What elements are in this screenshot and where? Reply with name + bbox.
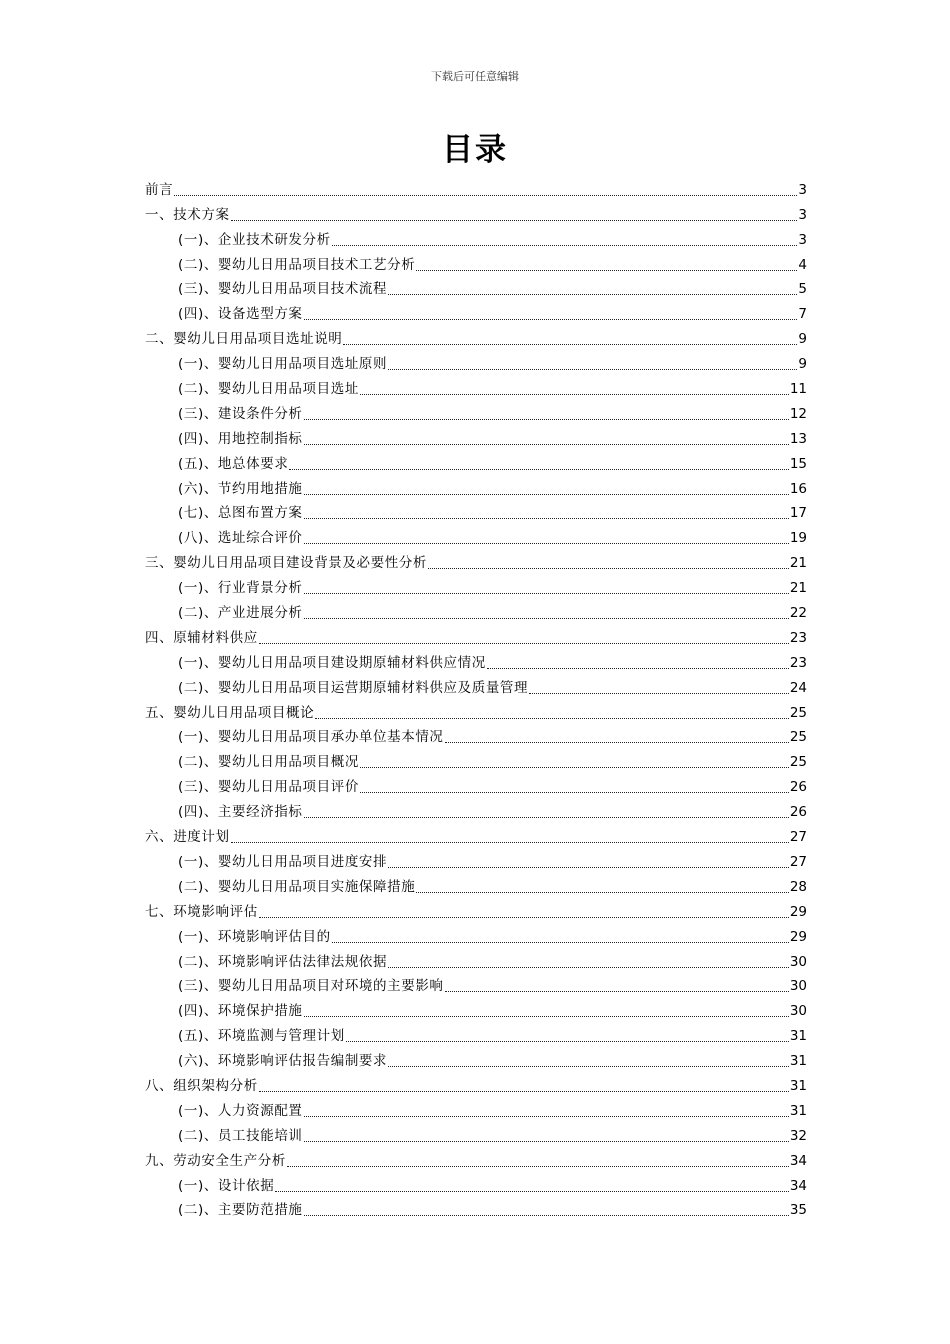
toc-entry[interactable] — [145, 174, 807, 199]
toc-entry-label: (一)、婴幼儿日用品项目建设期原辅材料供应情况 — [178, 654, 486, 671]
toc-entry-label: (五)、地总体要求 — [178, 455, 289, 472]
toc-entry-label: (一)、设计依据 — [178, 1177, 275, 1194]
toc-entry-label: (二)、婴幼儿日用品项目概况 — [178, 754, 359, 771]
toc-leader-dots — [304, 1116, 789, 1117]
toc-entry[interactable] — [145, 946, 807, 971]
toc-entry-label: (三)、婴幼儿日用品项目对环境的主要影响 — [178, 978, 444, 995]
toc-entry-page-number: 15 — [789, 455, 807, 472]
page-header: 下载后可任意编辑 — [431, 70, 519, 83]
table-of-contents — [145, 174, 807, 1219]
toc-entry-label: (三)、婴幼儿日用品项目评价 — [178, 779, 359, 796]
toc-entry[interactable] — [145, 697, 807, 722]
toc-entry[interactable] — [145, 1120, 807, 1145]
toc-leader-dots — [231, 842, 789, 843]
toc-leader-dots — [231, 220, 798, 221]
toc-entry-label: (二)、婴幼儿日用品项目实施保障措施 — [178, 878, 416, 895]
toc-entry-page-number: 31 — [789, 1028, 807, 1045]
toc-entry-page-number: 19 — [789, 530, 807, 547]
toc-entry[interactable] — [145, 1145, 807, 1170]
toc-entry-label: (七)、总图布置方案 — [178, 505, 303, 522]
toc-leader-dots — [487, 668, 789, 669]
toc-entry[interactable] — [145, 547, 807, 572]
toc-entry[interactable] — [145, 199, 807, 224]
toc-leader-dots — [304, 1016, 789, 1017]
toc-entry-label: (四)、环境保护措施 — [178, 1003, 303, 1020]
toc-entry[interactable] — [145, 298, 807, 323]
toc-entry-label: (二)、员工技能培训 — [178, 1127, 303, 1144]
toc-leader-dots — [445, 991, 789, 992]
toc-entry-page-number: 16 — [789, 480, 807, 497]
toc-leader-dots — [445, 742, 789, 743]
toc-entry-label: (一)、行业背景分析 — [178, 580, 303, 597]
toc-leader-dots — [289, 469, 788, 470]
toc-entry-label: (一)、环境影响评估目的 — [178, 928, 331, 945]
toc-leader-dots — [529, 693, 789, 694]
toc-entry[interactable] — [145, 821, 807, 846]
toc-leader-dots — [388, 294, 797, 295]
toc-entry-page-number: 21 — [789, 580, 807, 597]
toc-entry-page-number: 3 — [798, 206, 807, 223]
toc-leader-dots — [388, 369, 797, 370]
toc-entry-page-number: 27 — [789, 829, 807, 846]
toc-entry-label: (一)、人力资源配置 — [178, 1102, 303, 1119]
toc-entry-label: (二)、产业进展分析 — [178, 605, 303, 622]
toc-leader-dots — [360, 394, 789, 395]
toc-entry[interactable] — [145, 323, 807, 348]
toc-leader-dots — [388, 967, 789, 968]
toc-entry-page-number: 29 — [789, 928, 807, 945]
toc-entry-page-number: 23 — [789, 629, 807, 646]
toc-entry[interactable] — [145, 274, 807, 299]
toc-entry[interactable] — [145, 796, 807, 821]
toc-leader-dots — [416, 270, 797, 271]
toc-leader-dots — [304, 518, 789, 519]
toc-leader-dots — [343, 344, 797, 345]
toc-entry[interactable] — [145, 995, 807, 1020]
toc-entry-label: (四)、设备选型方案 — [178, 306, 303, 323]
toc-entry-label: (一)、婴幼儿日用品项目承办单位基本情况 — [178, 729, 444, 746]
toc-entry-page-number: 4 — [798, 256, 807, 273]
toc-entry-page-number: 5 — [798, 281, 807, 298]
toc-entry-label: (三)、建设条件分析 — [178, 405, 303, 422]
toc-entry-page-number: 26 — [789, 804, 807, 821]
toc-entry-page-number: 31 — [789, 1102, 807, 1119]
toc-entry-page-number: 32 — [789, 1127, 807, 1144]
toc-entry-label: 五、婴幼儿日用品项目概论 — [145, 704, 315, 721]
toc-entry-page-number: 34 — [789, 1152, 807, 1169]
toc-entry-page-number: 29 — [789, 903, 807, 920]
toc-title: 目录 — [442, 132, 508, 168]
toc-entry[interactable] — [145, 846, 807, 871]
toc-leader-dots — [304, 494, 789, 495]
toc-leader-dots — [332, 245, 798, 246]
toc-entry-page-number: 24 — [789, 679, 807, 696]
toc-entry[interactable] — [145, 1070, 807, 1095]
toc-entry-page-number: 35 — [789, 1202, 807, 1219]
toc-entry-label: (八)、选址综合评价 — [178, 530, 303, 547]
toc-leader-dots — [304, 1215, 789, 1216]
toc-entry-label: 二、婴幼儿日用品项目选址说明 — [145, 331, 343, 348]
toc-entry[interactable] — [145, 373, 807, 398]
toc-leader-dots — [304, 817, 789, 818]
toc-entry[interactable] — [145, 921, 807, 946]
toc-entry[interactable] — [145, 1170, 807, 1195]
toc-leader-dots — [275, 1191, 788, 1192]
toc-entry-page-number: 30 — [789, 978, 807, 995]
toc-entry-label: (二)、环境影响评估法律法规依据 — [178, 953, 388, 970]
toc-entry[interactable] — [145, 1020, 807, 1045]
toc-entry[interactable] — [145, 672, 807, 697]
toc-entry-page-number: 25 — [789, 729, 807, 746]
toc-leader-dots — [360, 767, 789, 768]
toc-entry-label: (五)、环境监测与管理计划 — [178, 1028, 345, 1045]
toc-entry-label: (二)、主要防范措施 — [178, 1202, 303, 1219]
toc-leader-dots — [304, 1141, 789, 1142]
toc-entry[interactable] — [145, 622, 807, 647]
toc-entry-label: (一)、企业技术研发分析 — [178, 231, 331, 248]
toc-entry-label: 四、原辅材料供应 — [145, 629, 258, 646]
toc-entry-label: (六)、环境影响评估报告编制要求 — [178, 1053, 388, 1070]
toc-entry-page-number: 27 — [789, 853, 807, 870]
toc-entry-page-number: 13 — [789, 430, 807, 447]
toc-entry-label: 八、组织架构分析 — [145, 1077, 258, 1094]
toc-entry[interactable] — [145, 448, 807, 473]
toc-entry-page-number: 3 — [798, 181, 807, 198]
toc-entry-page-number: 21 — [789, 555, 807, 572]
toc-entry-page-number: 3 — [798, 231, 807, 248]
toc-entry[interactable] — [145, 572, 807, 597]
toc-entry-page-number: 12 — [789, 405, 807, 422]
toc-entry-label: 三、婴幼儿日用品项目建设背景及必要性分析 — [145, 555, 427, 572]
toc-entry[interactable] — [145, 1095, 807, 1120]
toc-entry[interactable] — [145, 871, 807, 896]
toc-entry-label: (三)、婴幼儿日用品项目技术流程 — [178, 281, 388, 298]
toc-entry[interactable] — [145, 746, 807, 771]
toc-entry[interactable] — [145, 971, 807, 996]
toc-entry-page-number: 31 — [789, 1077, 807, 1094]
toc-entry-label: (二)、婴幼儿日用品项目运营期原辅材料供应及质量管理 — [178, 679, 529, 696]
toc-leader-dots — [304, 593, 789, 594]
toc-entry-label: (四)、用地控制指标 — [178, 430, 303, 447]
toc-entry[interactable] — [145, 896, 807, 921]
toc-leader-dots — [332, 942, 789, 943]
toc-leader-dots — [315, 718, 789, 719]
toc-entry-page-number: 23 — [789, 654, 807, 671]
toc-entry-page-number: 22 — [789, 605, 807, 622]
toc-leader-dots — [259, 1091, 789, 1092]
toc-entry[interactable] — [145, 771, 807, 796]
toc-entry[interactable] — [145, 224, 807, 249]
toc-entry[interactable] — [145, 647, 807, 672]
toc-entry-page-number: 34 — [789, 1177, 807, 1194]
toc-leader-dots — [388, 867, 789, 868]
toc-leader-dots — [304, 618, 789, 619]
toc-leader-dots — [360, 792, 789, 793]
toc-entry[interactable] — [145, 722, 807, 747]
toc-entry[interactable] — [145, 1045, 807, 1070]
toc-entry-page-number: 25 — [789, 754, 807, 771]
toc-entry-page-number: 26 — [789, 779, 807, 796]
toc-entry-label: (二)、婴幼儿日用品项目选址 — [178, 381, 359, 398]
toc-entry-label: 七、环境影响评估 — [145, 903, 258, 920]
toc-entry-label: (一)、婴幼儿日用品项目选址原则 — [178, 356, 388, 373]
toc-entry-page-number: 9 — [798, 356, 807, 373]
toc-entry[interactable] — [145, 249, 807, 274]
toc-leader-dots — [259, 917, 789, 918]
toc-entry[interactable] — [145, 522, 807, 547]
toc-entry-page-number: 25 — [789, 704, 807, 721]
toc-leader-dots — [304, 444, 789, 445]
toc-entry[interactable] — [145, 597, 807, 622]
toc-leader-dots — [346, 1041, 789, 1042]
toc-leader-dots — [259, 643, 789, 644]
toc-entry-page-number: 11 — [789, 381, 807, 398]
toc-entry-label: 一、技术方案 — [145, 206, 230, 223]
toc-entry-label: (二)、婴幼儿日用品项目技术工艺分析 — [178, 256, 416, 273]
toc-entry-page-number: 7 — [798, 306, 807, 323]
toc-entry[interactable] — [145, 1195, 807, 1220]
toc-entry-page-number: 30 — [789, 1003, 807, 1020]
toc-entry-page-number: 17 — [789, 505, 807, 522]
toc-leader-dots — [416, 892, 788, 893]
toc-leader-dots — [304, 319, 798, 320]
toc-entry[interactable] — [145, 348, 807, 373]
toc-leader-dots — [304, 419, 789, 420]
toc-leader-dots — [388, 1066, 789, 1067]
toc-entry[interactable] — [145, 498, 807, 523]
toc-entry[interactable] — [145, 423, 807, 448]
toc-leader-dots — [287, 1166, 789, 1167]
toc-entry-label: 六、进度计划 — [145, 829, 230, 846]
toc-entry[interactable] — [145, 473, 807, 498]
toc-entry-page-number: 30 — [789, 953, 807, 970]
toc-entry-page-number: 28 — [789, 878, 807, 895]
toc-entry-label: (四)、主要经济指标 — [178, 804, 303, 821]
toc-leader-dots — [428, 568, 789, 569]
toc-entry-label: (六)、节约用地措施 — [178, 480, 303, 497]
toc-leader-dots — [174, 195, 797, 196]
toc-entry-page-number: 9 — [798, 331, 807, 348]
toc-entry-label: 九、劳动安全生产分析 — [145, 1152, 286, 1169]
toc-entry[interactable] — [145, 398, 807, 423]
toc-entry-label: 前言 — [145, 181, 174, 198]
toc-leader-dots — [304, 543, 789, 544]
toc-entry-page-number: 31 — [789, 1053, 807, 1070]
toc-entry-label: (一)、婴幼儿日用品项目进度安排 — [178, 853, 388, 870]
